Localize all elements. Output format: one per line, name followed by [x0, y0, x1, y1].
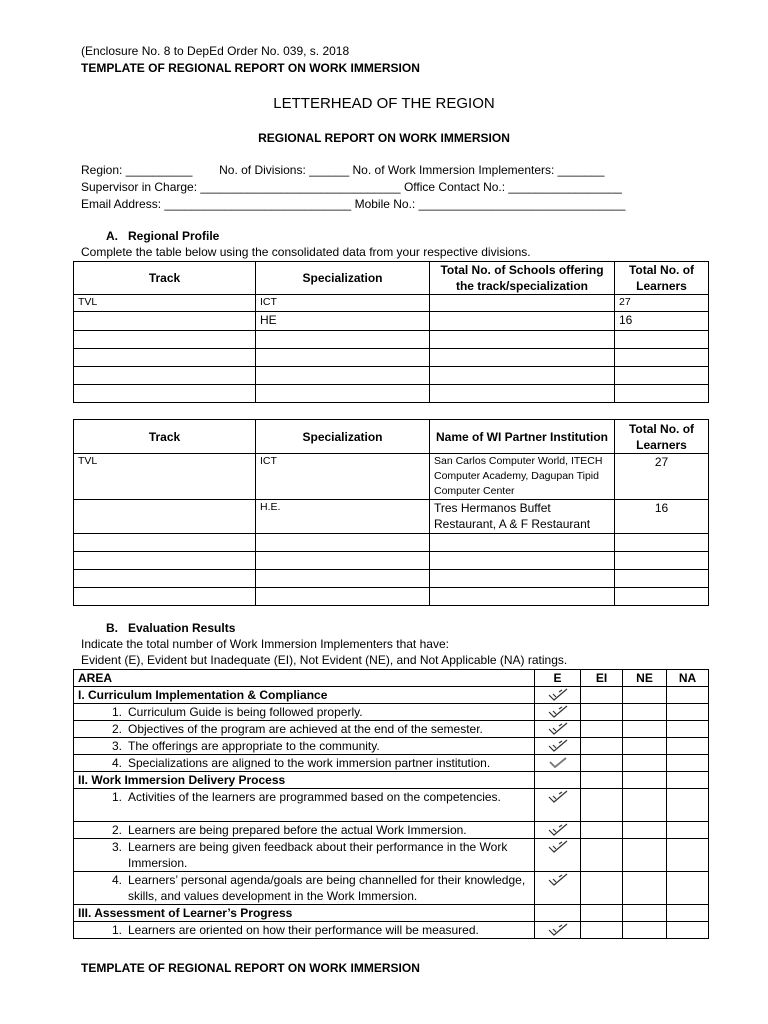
cell-learners[interactable]: 27 — [615, 454, 709, 500]
section-row — [74, 905, 709, 922]
cell-specialization[interactable] — [256, 385, 430, 403]
cell-learners[interactable]: 16 — [615, 500, 709, 534]
table-row — [74, 454, 709, 500]
table-row — [74, 385, 709, 403]
cell-schools[interactable] — [430, 331, 615, 349]
cell-partner[interactable]: San Carlos Computer World, ITECH Computer Academy, Dagupan Tipid Computer Center — [430, 454, 615, 500]
col-header-partner: Name of WI Partner Institution — [430, 420, 615, 454]
cell-track[interactable]: TVL — [74, 295, 256, 312]
item-text: Learners’ personal agenda/goals are being channelled for their knowledge, skills, and values development in the Work Immersion. — [128, 873, 526, 903]
rating-e[interactable] — [535, 789, 581, 822]
rating-na[interactable] — [667, 905, 709, 922]
partner-institution-table — [73, 419, 709, 606]
table-row — [74, 367, 709, 385]
rating-e[interactable] — [535, 872, 581, 905]
item-text: Learners are being given feedback about their performance in the Work Immersion. — [128, 840, 508, 870]
rating-e[interactable] — [535, 738, 581, 755]
rating-ne[interactable] — [623, 738, 667, 755]
table-row — [74, 839, 709, 872]
col-header-learners: Total No. of Learners — [615, 420, 709, 454]
cell-track[interactable] — [74, 331, 256, 349]
criterion — [74, 922, 535, 939]
rating-ei[interactable] — [581, 704, 623, 721]
table-header-row — [74, 262, 709, 295]
item-number: 3. — [111, 840, 122, 854]
rating-ne[interactable] — [623, 704, 667, 721]
form-line-region[interactable]: Region: __________ No. of Divisions: ______ No. of Work Immersion Implementers: _______ — [81, 163, 605, 177]
table-row — [74, 312, 709, 331]
rating-e[interactable] — [535, 755, 581, 772]
table-row — [74, 922, 709, 939]
rating-na[interactable] — [667, 772, 709, 789]
rating-na[interactable] — [667, 738, 709, 755]
rating-ei[interactable] — [581, 755, 623, 772]
cell-partner[interactable] — [430, 534, 615, 552]
cell-learners[interactable] — [615, 552, 709, 570]
item-text: Learners are being prepared before the actual Work Immersion. — [128, 823, 467, 837]
cell-partner[interactable]: Tres Hermanos Buffet Restaurant, A & F Restaurant — [430, 500, 615, 534]
template-title: TEMPLATE OF REGIONAL REPORT ON WORK IMMERSION — [81, 61, 420, 75]
rating-ne[interactable] — [623, 872, 667, 905]
cell-track[interactable] — [74, 312, 256, 331]
cell-specialization[interactable] — [256, 331, 430, 349]
item-text: Objectives of the program are achieved at the end of the semester. — [128, 722, 483, 736]
rating-ne[interactable] — [623, 721, 667, 738]
cell-track[interactable] — [74, 385, 256, 403]
checkmark-icon — [547, 873, 569, 887]
cell-track[interactable] — [74, 534, 256, 552]
checkmark-icon — [547, 756, 569, 770]
rating-na[interactable] — [667, 755, 709, 772]
rating-na[interactable] — [667, 839, 709, 872]
criterion — [74, 789, 535, 822]
report-title: REGIONAL REPORT ON WORK IMMERSION — [258, 131, 510, 145]
criterion — [74, 839, 535, 872]
criterion — [74, 704, 535, 721]
cell-specialization[interactable]: H.E. — [256, 500, 430, 534]
rating-e[interactable] — [535, 839, 581, 872]
col-header-learners: Total No. of Learners — [615, 262, 709, 295]
rating-ei[interactable] — [581, 789, 623, 822]
table-row — [74, 331, 709, 349]
cell-schools[interactable] — [430, 312, 615, 331]
checkmark-icon — [547, 688, 569, 702]
item-number: 1. — [111, 923, 122, 937]
section-title: III. Assessment of Learner’s Progress — [74, 905, 535, 922]
footer-template-title: TEMPLATE OF REGIONAL REPORT ON WORK IMMERSION — [81, 961, 420, 975]
rating-ne[interactable] — [623, 822, 667, 839]
col-header-specialization: Specialization — [256, 420, 430, 454]
rating-ei[interactable] — [581, 772, 623, 789]
criterion — [74, 755, 535, 772]
rating-ei[interactable] — [581, 687, 623, 704]
criterion — [74, 721, 535, 738]
rating-ne[interactable] — [623, 839, 667, 872]
table-row — [74, 755, 709, 772]
section-row — [74, 772, 709, 789]
col-header-specialization: Specialization — [256, 262, 430, 295]
item-text: Specializations are aligned to the work immersion partner institution. — [128, 756, 491, 770]
rating-ei[interactable] — [581, 905, 623, 922]
enclosure-note: (Enclosure No. 8 to DepEd Order No. 039, s. 2018 — [81, 44, 350, 58]
rating-ei[interactable] — [581, 822, 623, 839]
rating-e[interactable] — [535, 687, 581, 704]
rating-ei[interactable] — [581, 872, 623, 905]
cell-learners[interactable] — [615, 534, 709, 552]
cell-track[interactable]: TVL — [74, 454, 256, 500]
table-row — [74, 872, 709, 905]
rating-ne[interactable] — [623, 922, 667, 939]
table-row — [74, 704, 709, 721]
rating-na[interactable] — [667, 687, 709, 704]
cell-track[interactable] — [74, 588, 256, 606]
rating-ne[interactable] — [623, 772, 667, 789]
item-text: The offerings are appropriate to the community. — [128, 739, 380, 753]
regional-profile-table — [73, 261, 709, 403]
cell-specialization[interactable] — [256, 367, 430, 385]
cell-learners[interactable] — [615, 331, 709, 349]
cell-learners[interactable] — [615, 349, 709, 367]
rating-na[interactable] — [667, 872, 709, 905]
cell-learners[interactable] — [615, 588, 709, 606]
rating-ne[interactable] — [623, 789, 667, 822]
rating-e[interactable] — [535, 822, 581, 839]
letterhead: LETTERHEAD OF THE REGION — [273, 95, 495, 112]
form-line-supervisor[interactable]: Supervisor in Charge: ______________________________ Office Contact No.: _________________ — [81, 180, 622, 194]
cell-learners[interactable] — [615, 367, 709, 385]
col-header-ei: EI — [581, 670, 623, 687]
item-text: Curriculum Guide is being followed properly. — [128, 705, 363, 719]
rating-ei[interactable] — [581, 839, 623, 872]
section-title: II. Work Immersion Delivery Process — [74, 772, 535, 789]
checkmark-icon — [547, 705, 569, 719]
rating-na[interactable] — [667, 789, 709, 822]
cell-schools[interactable] — [430, 295, 615, 312]
item-number: 2. — [111, 722, 122, 736]
checkmark-icon — [547, 722, 569, 736]
item-number: 1. — [111, 705, 122, 719]
col-header-track: Track — [74, 420, 256, 454]
rating-na[interactable] — [667, 721, 709, 738]
checkmark-icon — [547, 840, 569, 854]
criterion — [74, 822, 535, 839]
item-number: 4. — [111, 873, 122, 887]
criterion — [74, 738, 535, 755]
rating-ei[interactable] — [581, 721, 623, 738]
rating-ei[interactable] — [581, 922, 623, 939]
cell-schools[interactable] — [430, 349, 615, 367]
cell-track[interactable] — [74, 367, 256, 385]
section-title: I. Curriculum Implementation & Compliance — [74, 687, 535, 704]
cell-schools[interactable] — [430, 367, 615, 385]
cell-schools[interactable] — [430, 385, 615, 403]
table-header-row — [74, 670, 709, 687]
evaluation-table — [73, 669, 709, 939]
section-b-line2: Evident (E), Evident but Inadequate (EI), Not Evident (NE), and Not Applicable (NA) ratings. — [81, 653, 568, 667]
checkmark-icon — [547, 739, 569, 753]
cell-track[interactable] — [74, 570, 256, 588]
section-a-title: A. Regional Profile — [106, 229, 220, 243]
section-b-line1: Indicate the total number of Work Immersion Implementers that have: — [81, 637, 449, 651]
cell-specialization[interactable]: ICT — [256, 295, 430, 312]
checkmark-icon — [547, 923, 569, 937]
item-number: 3. — [111, 739, 122, 753]
rating-e[interactable] — [535, 721, 581, 738]
item-text: Learners are oriented on how their performance will be measured. — [128, 923, 479, 937]
cell-track[interactable] — [74, 349, 256, 367]
rating-ei[interactable] — [581, 738, 623, 755]
rating-e[interactable] — [535, 922, 581, 939]
col-header-track: Track — [74, 262, 256, 295]
cell-track[interactable] — [74, 552, 256, 570]
cell-learners[interactable]: 16 — [615, 312, 709, 331]
rating-ne[interactable] — [623, 905, 667, 922]
item-number: 4. — [111, 756, 122, 770]
checkmark-icon — [547, 790, 569, 804]
table-row — [74, 570, 709, 588]
rating-e[interactable] — [535, 704, 581, 721]
col-header-e: E — [535, 670, 581, 687]
table-row — [74, 500, 709, 534]
cell-specialization[interactable] — [256, 349, 430, 367]
rating-ne[interactable] — [623, 755, 667, 772]
item-number: 1. — [111, 790, 122, 804]
item-number: 2. — [111, 823, 122, 837]
rating-ne[interactable] — [623, 687, 667, 704]
section-b-title: B. Evaluation Results — [106, 621, 236, 635]
cell-specialization[interactable] — [256, 552, 430, 570]
item-text: Activities of the learners are programmed based on the competencies. — [128, 790, 501, 804]
table-row — [74, 295, 709, 312]
table-row — [74, 534, 709, 552]
cell-partner[interactable] — [430, 552, 615, 570]
table-row — [74, 552, 709, 570]
cell-partner[interactable] — [430, 570, 615, 588]
cell-learners[interactable] — [615, 570, 709, 588]
cell-specialization[interactable] — [256, 588, 430, 606]
cell-specialization[interactable] — [256, 570, 430, 588]
rating-e[interactable] — [535, 905, 581, 922]
cell-specialization[interactable]: ICT — [256, 454, 430, 500]
table-row — [74, 738, 709, 755]
criterion — [74, 872, 535, 905]
col-header-area: AREA — [74, 670, 535, 687]
rating-na[interactable] — [667, 704, 709, 721]
cell-learners[interactable]: 27 — [615, 295, 709, 312]
table-row — [74, 822, 709, 839]
checkmark-icon — [547, 823, 569, 837]
table-row — [74, 789, 709, 822]
rating-na[interactable] — [667, 822, 709, 839]
table-row — [74, 721, 709, 738]
col-header-schools: Total No. of Schools offering the track/specialization — [430, 262, 615, 295]
cell-specialization[interactable] — [256, 534, 430, 552]
form-line-email[interactable]: Email Address: ____________________________ Mobile No.: _______________________________ — [81, 197, 626, 211]
section-row — [74, 687, 709, 704]
table-row — [74, 349, 709, 367]
cell-specialization[interactable]: HE — [256, 312, 430, 331]
rating-na[interactable] — [667, 922, 709, 939]
col-header-ne: NE — [623, 670, 667, 687]
rating-e[interactable] — [535, 772, 581, 789]
col-header-na: NA — [667, 670, 709, 687]
table-header-row — [74, 420, 709, 454]
cell-partner[interactable] — [430, 588, 615, 606]
section-a-instruction: Complete the table below using the consolidated data from your respective divisions. — [81, 245, 531, 259]
cell-track[interactable] — [74, 500, 256, 534]
cell-learners[interactable] — [615, 385, 709, 403]
table-row — [74, 588, 709, 606]
